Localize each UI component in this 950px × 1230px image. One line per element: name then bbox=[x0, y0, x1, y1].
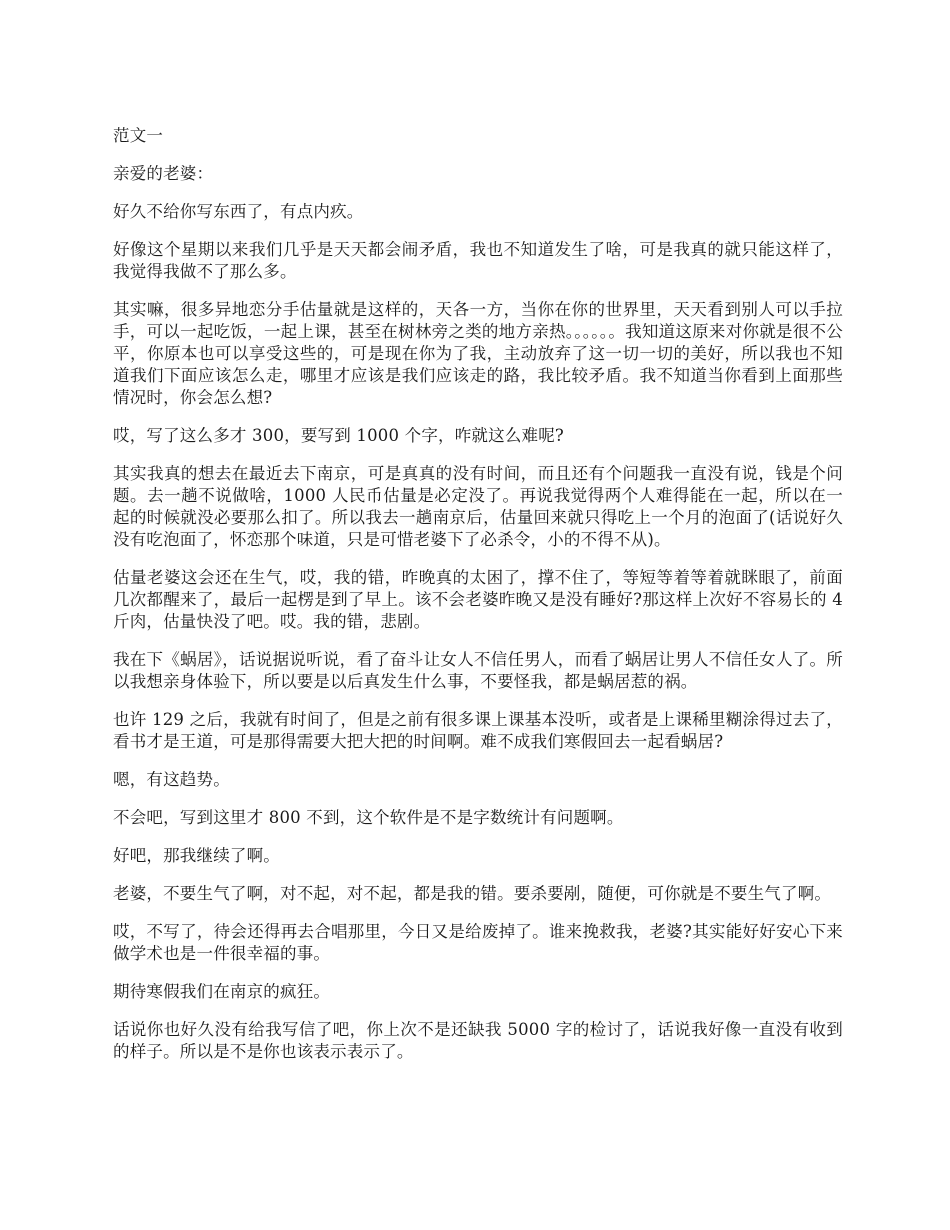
paragraph-8: 也许 129 之后，我就有时间了，但是之前有很多课上课基本没听，或者是上课稀里糊涂得过去了，看书才是王道，可是那得需要大把大把的时间啊。难不成我们寒假回去一起看蜗居? bbox=[113, 710, 843, 751]
paragraph-7: 我在下《蜗居》，话说据说听说，看了奋斗让女人不信任男人，而看了蜗居让男人不信任女人了。所以我想亲身体验下，所以要是以后真发生什么事，不要怪我，都是蜗居惹的祸。 bbox=[113, 650, 843, 691]
paragraph-4: 哎，写了这么多才 300，要写到 1000 个字，咋就这么难呢? bbox=[113, 426, 564, 445]
paragraph-1: 好久不给你写东西了，有点内疚。 bbox=[113, 202, 364, 221]
paragraph-3: 其实嘛，很多异地恋分手估量就是这样的，天各一方，当你在你的世界里，天天看到别人可以手拉手，可以一起吃饭，一起上课，甚至在树林旁之类的地方亲热。。。。。。我知道这原来对你就是很不公平，你原本也可以享受这些的，可是现在你为了我，主动放弃了这一切一切的美好，所以我也不知道我们下面应该怎么走，哪里才应该是我们应该走的路，我比较矛盾。我不知道当你看到上面那些情况时，你会怎么想? bbox=[113, 300, 843, 407]
paragraph-6: 估量老婆这会还在生气，哎，我的错，昨晚真的太困了，撑不住了，等短等着等着就眯眼了，前面几次都醒来了，最后一起楞是到了早上。该不会老婆昨晚又是没有睡好?那这样上次好不容易长的 4 斤肉，估量快没了吧。哎。我的错，悲剧。 bbox=[113, 568, 843, 631]
salutation: 亲爱的老婆： bbox=[113, 164, 214, 183]
paragraph-2: 好像这个星期以来我们几乎是天天都会闹矛盾，我也不知道发生了啥，可是我真的就只能这样了，我觉得我做不了那么多。 bbox=[113, 240, 843, 281]
paragraph-14: 期待寒假我们在南京的疯狂。 bbox=[113, 982, 331, 1001]
paragraph-5: 其实我真的想去在最近去下南京，可是真真的没有时间，而且还有个问题我一直没有说，钱是个问题。去一趟不说做啥，1000 人民币估量是必定没了。再说我觉得两个人难得能在一起，所以在一起的时候就没必要那么扣了。所以我去一趟南京后，估量回来就只得吃上一个月的泡面了(话说好久没有吃泡面了，怀恋那个味道，只是可惜老婆下了必杀令，小的不得不从)。 bbox=[113, 464, 843, 549]
paragraph-15: 话说你也好久没有给我写信了吧，你上次不是还缺我 5000 字的检讨了，话说我好像一直没有收到的样子。所以是不是你也该表示表示了。 bbox=[113, 1020, 843, 1061]
paragraph-11: 好吧，那我继续了啊。 bbox=[113, 846, 280, 865]
paragraph-13: 哎，不写了，待会还得再去合唱那里，今日又是给废掉了。谁来挽救我，老婆?其实能好好安心下来做学术也是一件很幸福的事。 bbox=[113, 922, 843, 963]
paragraph-12: 老婆，不要生气了啊，对不起，对不起，都是我的错。要杀要剐，随便，可你就是不要生气了啊。 bbox=[113, 884, 832, 903]
document-body bbox=[113, 125, 843, 1079]
paragraph-9: 嗯，有这趋势。 bbox=[113, 770, 230, 789]
paragraph-10: 不会吧，写到这里才 800 不到，这个软件是不是字数统计有问题啊。 bbox=[113, 808, 624, 827]
document-heading: 范文一 bbox=[113, 126, 164, 145]
